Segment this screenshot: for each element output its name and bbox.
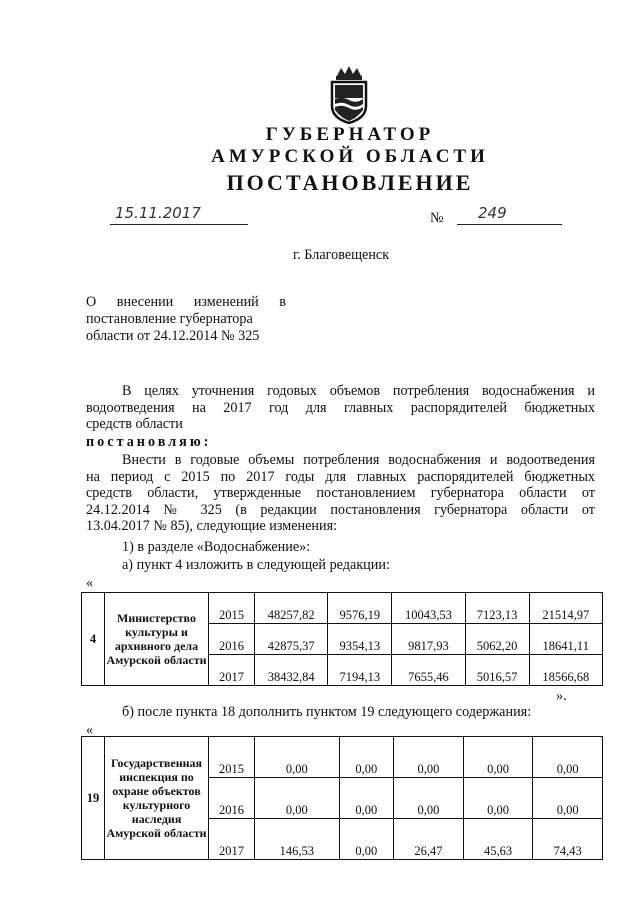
resolve-word: постановляю:: [86, 434, 212, 450]
value-cell: 0,00: [339, 778, 394, 819]
value-cell: 48257,82: [255, 593, 328, 624]
value-cell: 0,00: [255, 737, 340, 778]
table-row: [82, 737, 603, 778]
item-b: б) после пункта 18 дополнить пунктом 19 следующего содержания:: [122, 704, 532, 720]
subject-line: области от 24.12.2014 № 325: [86, 328, 260, 344]
quote-open: «: [86, 575, 94, 591]
preamble-line: средств области: [86, 416, 183, 432]
year-cell: 2016: [209, 778, 255, 819]
value-cell: 9354,13: [328, 624, 392, 655]
value-cell: 7194,13: [328, 655, 392, 686]
value-cell: 0,00: [339, 737, 394, 778]
value-cell: 21514,97: [529, 593, 602, 624]
preamble: [86, 383, 595, 433]
header-region: АМУРСКОЙ ОБЛАСТИ: [211, 146, 489, 167]
value-cell: 9817,93: [392, 624, 465, 655]
quote-close: ».: [556, 688, 567, 704]
body-line: средств области, утвержденные постановлением губернатора области от: [86, 485, 595, 501]
body-line: на период с 2015 по 2017 годы для главных распорядителей бюджетных: [86, 468, 595, 485]
number-line: [457, 224, 562, 225]
row-number: 19: [82, 737, 105, 860]
year-cell: 2015: [209, 737, 255, 778]
subject: [86, 294, 286, 345]
body-text: [86, 452, 595, 535]
value-cell: 0,00: [255, 778, 340, 819]
value-cell: 74,43: [533, 819, 603, 860]
organization-name: Министерство культуры и архивного дела Амурской области: [105, 593, 209, 686]
value-cell: 7123,13: [465, 593, 529, 624]
date-line: [110, 224, 248, 225]
year-cell: 2017: [209, 819, 255, 860]
coat-of-arms-icon: [327, 66, 371, 124]
year-cell: 2017: [209, 655, 255, 686]
body-line: Внести в годовые объемы потребления водоснабжения и водоотведения: [122, 452, 595, 468]
table-item-4: [81, 592, 603, 686]
item-1: 1) в разделе «Водоснабжение»:: [122, 539, 311, 555]
preamble-line: водоотведения на 2017 год для главных распорядителей бюджетных: [86, 399, 595, 416]
value-cell: 10043,53: [392, 593, 465, 624]
value-cell: 5016,57: [465, 655, 529, 686]
year-cell: 2015: [209, 593, 255, 624]
value-cell: 7655,46: [392, 655, 465, 686]
body-line: 24.12.2014 № 325 (в редакции постановления губернатора области от: [86, 501, 595, 518]
value-cell: 146,53: [255, 819, 340, 860]
subject-line: постановление губернатора: [86, 311, 253, 327]
number-handwritten: 249: [478, 204, 507, 222]
quote-open-2: «: [86, 722, 94, 738]
value-cell: 42875,37: [255, 624, 328, 655]
date-handwritten: 15.11.2017: [115, 204, 201, 222]
value-cell: 18566,68: [529, 655, 602, 686]
value-cell: 45,63: [463, 819, 533, 860]
table-row: [82, 593, 603, 624]
table-item-19: [81, 736, 603, 860]
city: г. Благовещенск: [293, 247, 390, 263]
value-cell: 0,00: [463, 737, 533, 778]
body-line: 13.04.2017 № 85), следующие изменения:: [86, 518, 338, 534]
value-cell: 18641,11: [529, 624, 602, 655]
value-cell: 38432,84: [255, 655, 328, 686]
value-cell: 0,00: [533, 778, 603, 819]
organization-name: [105, 737, 209, 860]
value-cell: 0,00: [394, 778, 464, 819]
value-cell: 5062,20: [465, 624, 529, 655]
header-governor: ГУБЕРНАТОР: [265, 124, 435, 145]
value-cell: 9576,19: [328, 593, 392, 624]
organization-name-text: Государственная инспекция по охране объектов культурного наследия Амурской области: [106, 756, 207, 840]
row-number: 4: [82, 593, 105, 686]
subject-line: О внесении изменений в: [86, 294, 286, 310]
item-a: а) пункт 4 изложить в следующей редакции:: [122, 557, 390, 573]
value-cell: 0,00: [394, 737, 464, 778]
year-cell: 2016: [209, 624, 255, 655]
value-cell: 0,00: [533, 737, 603, 778]
value-cell: 26,47: [394, 819, 464, 860]
number-label: №: [430, 210, 444, 226]
value-cell: 0,00: [463, 778, 533, 819]
doc-type: ПОСТАНОВЛЕНИЕ: [226, 170, 474, 195]
value-cell: 0,00: [339, 819, 394, 860]
preamble-line: В целях уточнения годовых объемов потребления водоснабжения и: [122, 383, 595, 399]
